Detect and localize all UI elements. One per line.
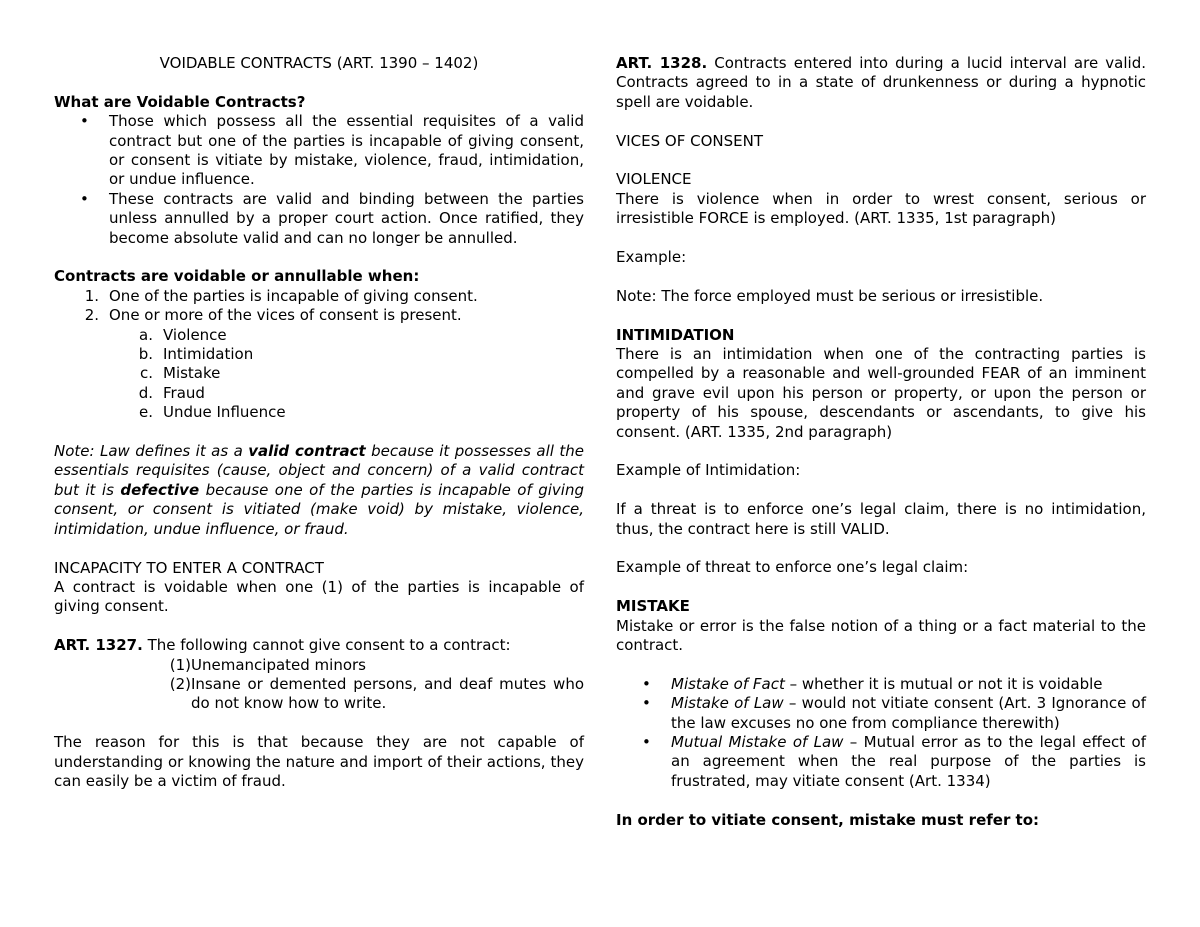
threat-paragraph: If a threat is to enforce one’s legal claim, there is no intimidation, thus, the contract here is still VALID. xyxy=(616,500,1146,538)
mistake-paragraph: Mistake or error is the false notion of a thing or a fact material to the contract. xyxy=(616,616,1146,655)
list-item: • Mistake of Fact – whether it is mutual or not it is voidable xyxy=(616,675,1146,694)
list-item: 2. One or more of the vices of consent is present. xyxy=(84,306,462,325)
list-item: b. Intimidation xyxy=(138,345,254,364)
voidable-when-heading: Contracts are voidable or annullable when: xyxy=(54,267,420,286)
bullet-icon: • xyxy=(642,733,651,752)
force-note: Note: The force employed must be serious or irresistible. xyxy=(616,286,1044,305)
list-item: 1. One of the parties is incapable of giving consent. xyxy=(84,286,478,305)
law-note-paragraph: Note: Law defines it as a valid contract because it possesses all the essentials requisites (cause, object and concern) of a valid contract but it is defective because one of the parties is incapable of giving consent, or consent is vitiated (make void) by mistake, violence, intimidation, undue influence, or fraud. xyxy=(54,442,584,538)
voidable-question-heading: What are Voidable Contracts? xyxy=(54,92,306,111)
bullet-icon: • xyxy=(642,674,651,693)
list-item: a. Violence xyxy=(139,325,227,344)
list-item: e. Undue Influence xyxy=(139,403,286,422)
list-item: • Mutual Mistake of Law – Mutual error as to the legal effect of an agreement when the real purpose of the parties is frustrated, may vitiate consent (Art. 1334) xyxy=(616,733,1146,791)
list-item: d. Fraud xyxy=(138,383,205,402)
right-column xyxy=(616,54,1146,830)
violence-heading: VIOLENCE xyxy=(616,170,692,189)
mistake-heading: MISTAKE xyxy=(616,597,690,616)
bullet-icon: • xyxy=(642,694,651,713)
example-threat-label: Example of threat to enforce one’s legal claim: xyxy=(616,558,969,577)
vices-heading: VICES OF CONSENT xyxy=(616,131,764,150)
bullet-icon: • xyxy=(80,112,89,131)
bullet-icon: • xyxy=(80,189,89,208)
left-column xyxy=(54,54,584,791)
list-item: c. Mistake xyxy=(139,364,221,383)
page-title: VOIDABLE CONTRACTS (ART. 1390 – 1402) xyxy=(159,54,479,72)
art-1328-paragraph: ART. 1328. Contracts entered into during a lucid interval are valid. Contracts agreed to in a state of drunkenness or during a hypnotic spell are voidable. xyxy=(616,54,1146,111)
reason-paragraph: The reason for this is that because they are not capable of understanding or knowing the nature and import of their actions, they can easily be a victim of fraud. xyxy=(54,733,584,790)
list-item: • Those which possess all the essential requisites of a valid contract but one of the parties is incapable of giving consent, or consent is vitiate by mistake, violence, fraud, intimidation, or undue influence. xyxy=(54,112,584,190)
list-item: • These contracts are valid and binding between the parties unless annulled by a proper court action. Once ratified, they become absolute valid and can no longer be annulled. xyxy=(54,190,584,248)
incapacity-paragraph: A contract is voidable when one (1) of the parties is incapable of giving consent. xyxy=(54,577,584,616)
violence-paragraph: There is violence when in order to wrest consent, serious or irresistible FORCE is employed. (ART. 1335, 1st paragraph) xyxy=(616,189,1146,228)
example-intimidation-label: Example of Intimidation: xyxy=(616,461,801,480)
vitiate-order-heading: In order to vitiate consent, mistake must refer to: xyxy=(616,810,1040,829)
incapacity-heading: INCAPACITY TO ENTER A CONTRACT xyxy=(54,558,324,577)
example-label: Example: xyxy=(616,248,687,267)
intimidation-paragraph: There is an intimidation when one of the contracting parties is compelled by a reasonable and well-grounded FEAR of an imminent and grave evil upon his person or property, or upon the person or property of his spouse, descendants or ascendants, to give his consent. (ART. 1335, 2nd paragraph) xyxy=(616,345,1146,441)
list-item: (2) Insane or demented persons, and deaf mutes who do not know how to write. xyxy=(169,674,584,713)
list-item: • Mistake of Law – would not vitiate consent (Art. 3 Ignorance of the law excuses no one from compliance therewith) xyxy=(616,694,1146,733)
intimidation-heading: INTIMIDATION xyxy=(616,325,735,344)
art-1327-paragraph: ART. 1327. The following cannot give consent to a contract: xyxy=(54,636,511,655)
list-item: (1) Unemancipated minors xyxy=(169,655,366,674)
